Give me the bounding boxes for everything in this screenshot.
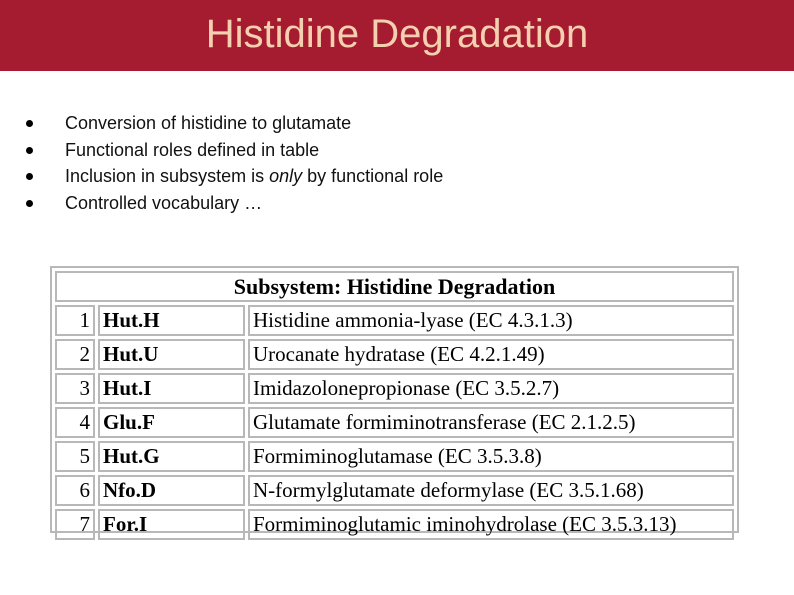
bullet-item: [0, 137, 443, 164]
bullet-text: Functional roles defined in table: [65, 139, 320, 160]
table-row: [55, 407, 734, 438]
functional-role: Imidazolonepropionase (EC 3.5.2.7): [248, 373, 734, 404]
table-row: [55, 441, 734, 472]
functional-role: Formiminoglutamase (EC 3.5.3.8): [248, 441, 734, 472]
bullet-text: Conversion of histidine to glutamate: [65, 113, 352, 133]
functional-role: Histidine ammonia-lyase (EC 4.3.1.3): [248, 305, 734, 336]
table-header-row: [55, 271, 734, 302]
row-number: 7: [55, 509, 95, 540]
role-abbreviation: For.I: [98, 509, 245, 540]
row-number: 6: [55, 475, 95, 506]
bullet-dot-icon: [26, 173, 33, 180]
title-bar: [0, 0, 794, 71]
bullet-text-emphasis: only: [269, 166, 303, 187]
bullet-dot-icon: [26, 147, 33, 154]
table-row: [55, 305, 734, 336]
functional-role: Formiminoglutamic iminohydrolase (EC 3.5.3.13): [248, 509, 734, 540]
role-abbreviation: Nfo.D: [98, 475, 245, 506]
row-number: 4: [55, 407, 95, 438]
row-number: 2: [55, 339, 95, 370]
bullet-item: [0, 163, 443, 190]
table-row: [55, 509, 734, 540]
row-number: 1: [55, 305, 95, 336]
subsystem-table-frame: [50, 266, 739, 536]
table-caption: Subsystem: Histidine Degradation: [55, 271, 734, 302]
bullet-item: [0, 190, 443, 217]
row-number: 3: [55, 373, 95, 404]
bullet-dot-icon: [26, 120, 33, 127]
table-row: [55, 475, 734, 506]
role-abbreviation: Hut.I: [98, 373, 245, 404]
bullet-text-before: Inclusion in subsystem is: [65, 166, 270, 187]
bullet-text-after: by functional role: [302, 166, 444, 187]
slide-title: Histidine Degradation: [205, 12, 589, 56]
functional-role: N-formylglutamate deformylase (EC 3.5.1.68): [248, 475, 734, 506]
role-abbreviation: Hut.U: [98, 339, 245, 370]
role-abbreviation: Hut.H: [98, 305, 245, 336]
bullet-item: [0, 110, 443, 137]
table-row: [55, 373, 734, 404]
bullet-dot-icon: [26, 200, 33, 207]
role-abbreviation: Hut.G: [98, 441, 245, 472]
table-row: [55, 339, 734, 370]
subsystem-table: [52, 268, 737, 543]
bullet-list: [0, 110, 443, 217]
row-number: 5: [55, 441, 95, 472]
functional-role: Urocanate hydratase (EC 4.2.1.49): [248, 339, 734, 370]
functional-role: Glutamate formiminotransferase (EC 2.1.2.5): [248, 407, 734, 438]
bullet-text: Controlled vocabulary …: [65, 193, 263, 214]
role-abbreviation: Glu.F: [98, 407, 245, 438]
